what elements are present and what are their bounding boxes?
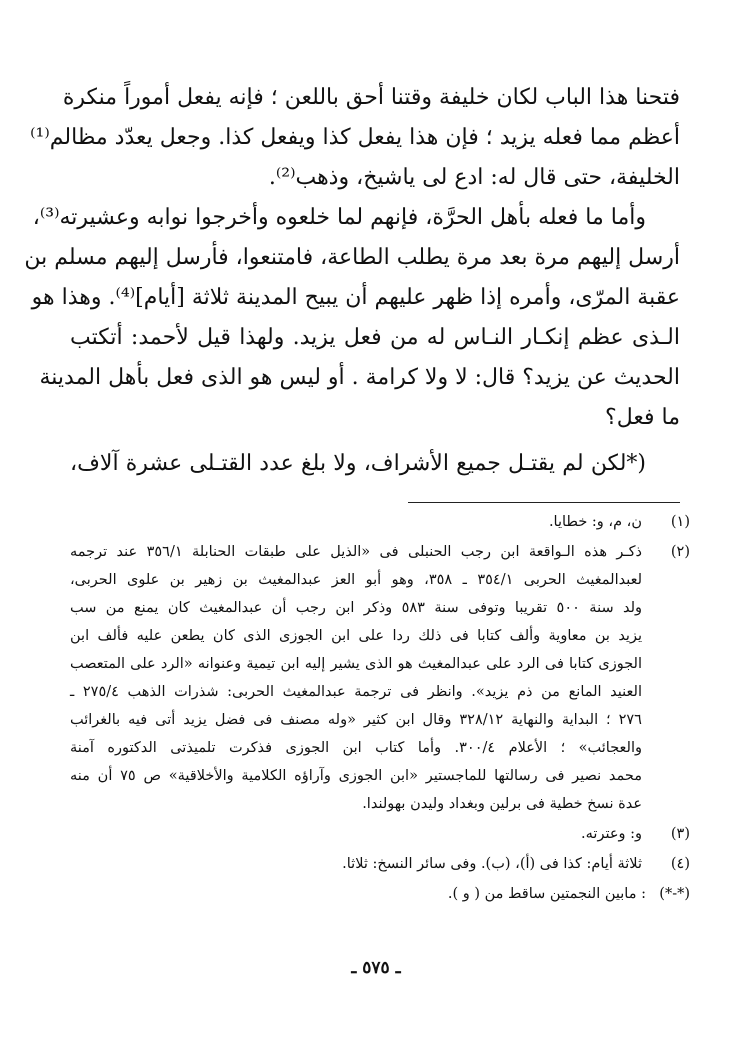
footnote-text: ذكـر هذه الـواقعة ابن رجب الحنبلى فى «الذيل على طبقات الحنابلة ٣٥٦/١ عند ترجمه [70,544,643,560]
text-line: الـذى عظم إنكـار النـاس له من فعل يزيد. ولهذا قيل لأحمد: أتكتب [70,325,680,350]
footnote-text: ثلاثة أيام: كذا فى (أ)، (ب). وفى سائر النسخ: ثلاثا. [342,856,642,872]
text-line: فتحنا هذا الباب لكان خليفة وقتنا أحق باللعن ؛ فإنه يفعل أموراً منكرة [62,85,680,110]
text-line: عقبة المرّى، وأمره إذا ظهر عليهم أن يبيح المدينة ثلاثة [أيام]⁽⁴⁾. وهذا هو [31,285,680,310]
footnote-text: ولد سنة ٥٠٠ تقريبا وتوفى سنة ٥٨٣ وذكر ابن رجب أن عبدالمغيث كان يمنع من سب [70,600,643,616]
footnote-number: (١) [670,514,690,530]
text-line: (*لكن لم يقتـل جميع الأشراف، ولا بلغ عدد القتـلى عشرة آلاف، [70,451,646,476]
footnote-text: ٢٧٦ ؛ البداية والنهاية ٣٢٨/١٢ وقال ابن كثير «وله مصنف فى فضل يزيد أتى فيه بالغرائب [70,712,642,728]
footnote-text: عدة نسخ خطية فى برلين وبغداد وليدن بهولندا. [362,796,642,812]
footnote-number: (٢) [670,544,690,560]
footnote-text: و: وعترته. [581,826,642,842]
footnote-number: (٣) [670,826,690,842]
footnote-text: : مابين النجمتين ساقط من ( و ). [447,886,646,902]
text-line: وأما ما فعله بأهل الحرَّة، فإنهم لما خلعوه وأخرجوا نوابه وعشيرته⁽³⁾، [32,205,646,230]
text-line: أرسل إليهم مرة بعد مرة يطلب الطاعة، فامتنعوا، فأرسل إليهم مسلم بن [24,245,680,270]
footnote-text: ن، م، و: خطايا. [548,514,642,530]
footnote-text: محمد نصير فى رسالتها للماجستير «ابن الجوزى وآراؤه الكلامية والأخلاقية» ص ٧٥ أن منه [70,768,643,784]
footnote-text: والعجائب» ؛ الأعلام ٣٠٠/٤. وأما كتاب ابن الجوزى فذكرت تلميذتى الدكتوره آمنة [70,740,643,756]
text-line: الخليفة، حتى قال له: ادع لى ياشيخ، وذهب⁽²⁾. [268,165,680,190]
page-number: ـ ٥٧٥ ـ [351,958,401,978]
text-line: أعظم مما فعله يزيد ؛ فإن هذا يفعل كذا ويفعل كذا. وجعل يعدّد مظالم⁽¹⁾ [30,125,680,150]
footnote-text: يزيد بن معاوية وألف كتابا فى ذلك ردا على ابن الجوزى الذى كان يطعن عليه فألف ابن [70,628,642,644]
footnote-text: لعبدالمغيث الحربى ٣٥٤/١ ـ ٣٥٨، وهو أبو العز عبدالمغيث بن زهير بن علوى الحربى، [70,572,643,588]
footnote-number: (*-*) [659,886,690,902]
text-line: الحديث عن يزيد؟ قال: لا ولا كرامة . أو ليس هو الذى فعل بأهل المدينة [39,365,680,390]
footnote-number: (٤) [670,856,690,872]
text-line: ما فعل؟ [605,405,680,430]
footnote-text: الجوزى كتابا فى الرد على عبدالمغيث هو الذى يشير إليه ابن تيمية وعنوانه «الرد على المتعصب [70,656,642,672]
footnote-separator [408,502,680,503]
footnote-text: العنيد المانع من ذم يزيد». وانظر فى ترجمة عبدالمغيث الحربى: شذرات الذهب ٢٧٥/٤ ـ [70,684,642,700]
